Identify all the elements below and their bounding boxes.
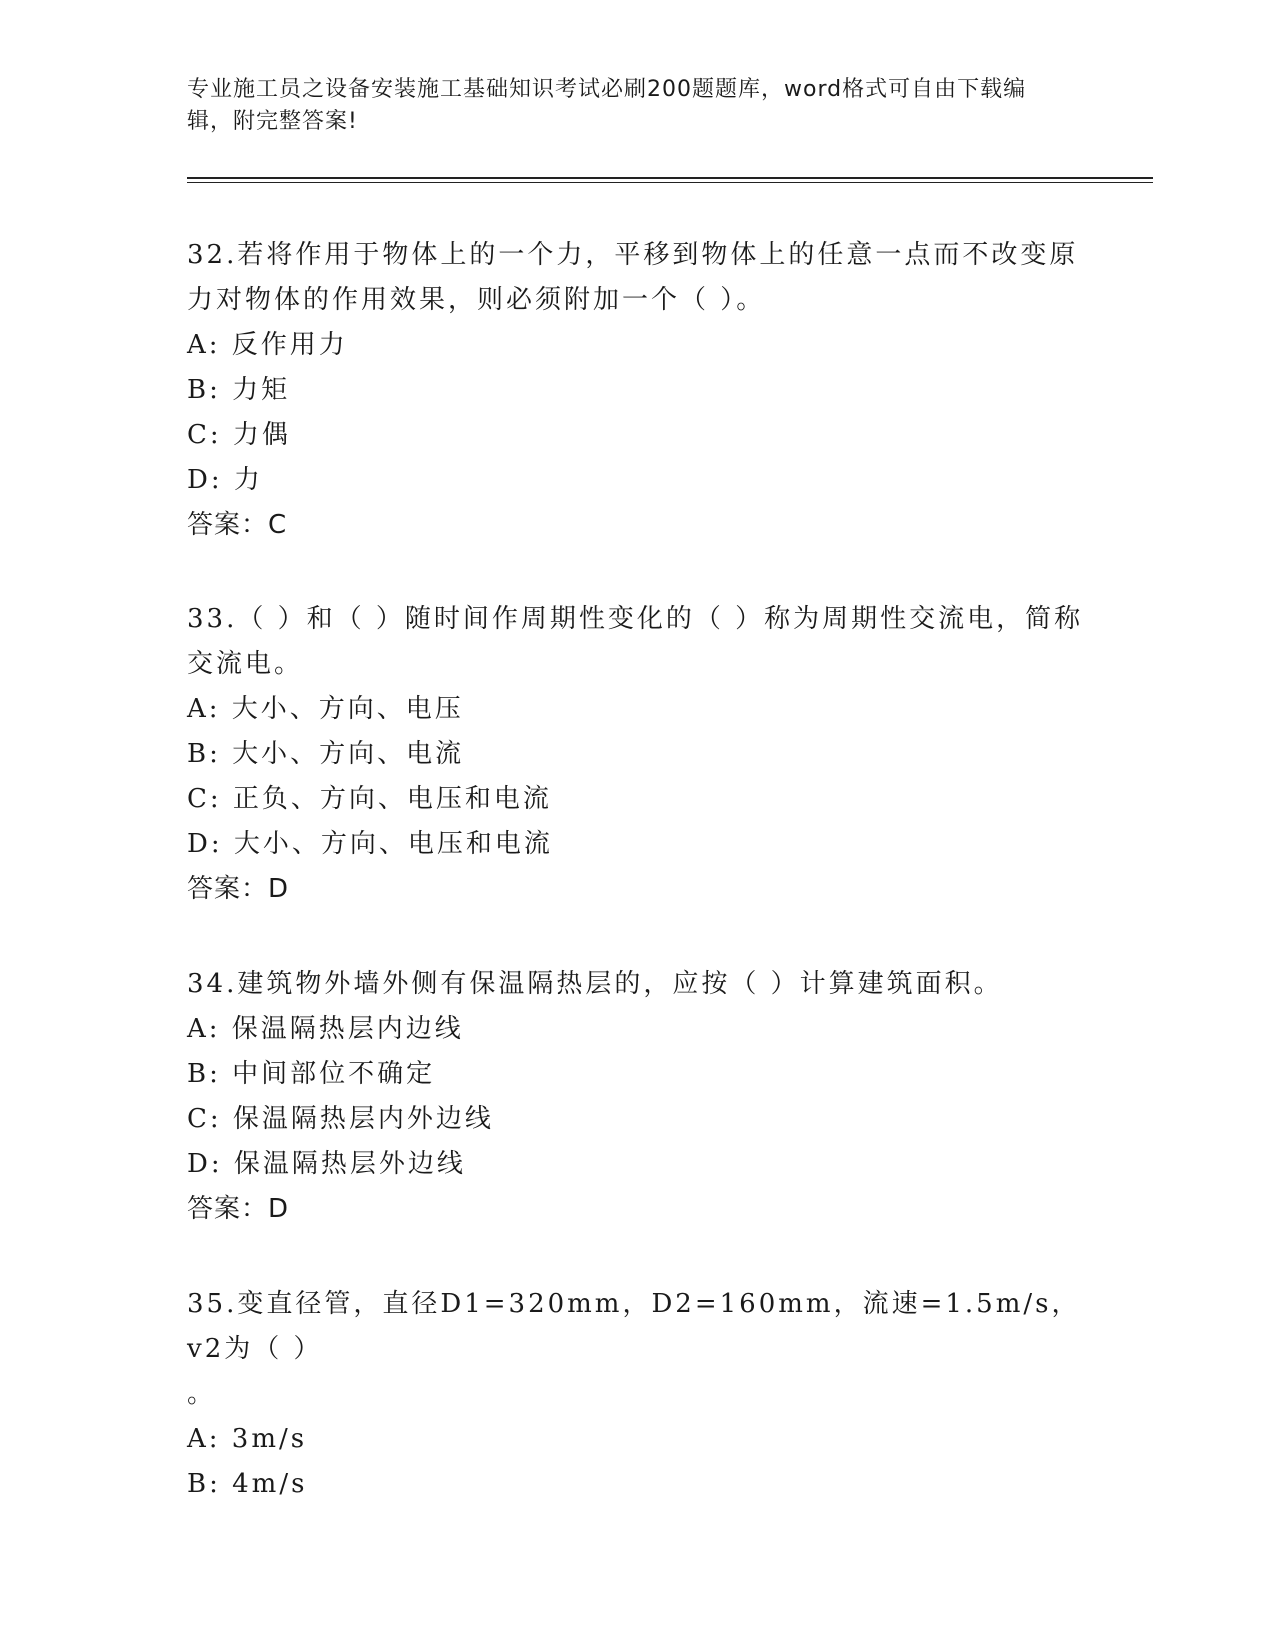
question-stem: 34.建筑物外墙外侧有保温隔热层的，应按（ ）计算建筑面积。 [187, 969, 1003, 999]
header-divider [187, 177, 1153, 179]
document-header: 专业施工员之设备安装施工基础知识考试必刷200题题库，word格式可自由下载编辑，附完整答案! [187, 77, 1027, 134]
option-b: B: 力矩 [187, 375, 291, 405]
option-a: A: 反作用力 [187, 330, 348, 360]
option-d: D: 保温隔热层外边线 [187, 1149, 466, 1179]
header-divider-thin [187, 182, 1153, 183]
option-d: D: 力 [187, 465, 263, 495]
question-stem: 33.（ ）和（ ）随时间作周期性变化的（ ）称为周期性交流电，简称交流电。 [187, 604, 1084, 679]
answer: 答案：D [187, 1194, 290, 1224]
option-c: C: 保温隔热层内外边线 [187, 1104, 494, 1134]
option-c: C: 力偶 [187, 420, 291, 450]
option-b: B: 大小、方向、电流 [187, 739, 465, 769]
question-34 [187, 962, 1087, 1232]
question-33 [187, 597, 1087, 912]
answer: 答案：C [187, 510, 288, 540]
question-32 [187, 233, 1087, 548]
option-a: A: 保温隔热层内边线 [187, 1014, 464, 1044]
option-a: A: 3m/s [187, 1424, 308, 1454]
option-c: C: 正负、方向、电压和电流 [187, 784, 552, 814]
question-stem: 32.若将作用于物体上的一个力，平移到物体上的任意一点而不改变原力对物体的作用效果，则必须附加一个（ ）。 [187, 240, 1079, 315]
answer: 答案：D [187, 874, 290, 904]
option-b: B: 4m/s [187, 1469, 308, 1499]
option-a: A: 大小、方向、电压 [187, 694, 464, 724]
question-stem-tail: 。 [187, 1379, 217, 1409]
option-d: D: 大小、方向、电压和电流 [187, 829, 553, 859]
question-35 [187, 1282, 1087, 1507]
question-stem: 35.变直径管，直径D1=320mm，D2=160mm，流速=1.5m/s，v2为（ ） [187, 1289, 1081, 1364]
option-b: B: 中间部位不确定 [187, 1059, 436, 1089]
